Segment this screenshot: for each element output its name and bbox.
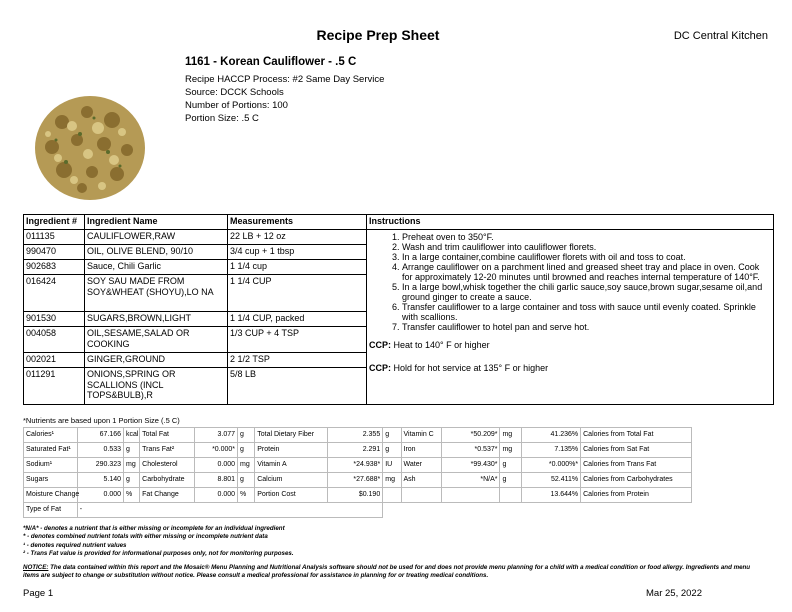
nutrient-unit: mg — [383, 473, 401, 488]
instruction-step: 3. In a large container,combine cauliflower florets with oil and toss to coat. — [402, 252, 770, 262]
nutrient-label: Portion Cost — [255, 488, 328, 503]
footnotes — [23, 525, 294, 558]
ingredient-measure: 1 1/4 cup — [228, 260, 367, 275]
footnote: ² - Trans Fat value is provided for informational purposes only, not for monitoring purposes. — [23, 549, 294, 557]
col-header-ingredient-name: Ingredient Name — [85, 215, 228, 230]
col-header-ingredient-number: Ingredient # — [24, 215, 85, 230]
ingredient-id: 990470 — [24, 245, 85, 260]
calorie-percent-label: Calories from Carbohydrates — [581, 473, 692, 488]
nutrient-unit: mg — [238, 458, 255, 473]
ingredient-id: 901530 — [24, 312, 85, 327]
ingredient-name: GINGER,GROUND — [85, 353, 228, 368]
nutrition-table — [23, 427, 692, 518]
footnote: ¹ - denotes required nutrient values — [23, 541, 127, 549]
nutrient-value: $0.190 — [328, 488, 383, 503]
ingredient-id: 004058 — [24, 327, 85, 353]
nutrient-unit: g — [500, 473, 522, 488]
nutrient-value: 0.000 — [195, 488, 238, 503]
nutrient-value: 2.355 — [328, 428, 383, 443]
calorie-percent: 41.236% — [521, 428, 580, 443]
nutrient-value: 290.323 — [77, 458, 123, 473]
nutrient-unit: g — [238, 428, 255, 443]
nutrition-row — [24, 428, 692, 443]
nutrient-label: Fat Change — [140, 488, 195, 503]
nutrient-label: Sugars — [24, 473, 78, 488]
calorie-percent: *0.000%* — [521, 458, 580, 473]
nutrient-label: Iron — [401, 443, 442, 458]
nutrient-label: Calories¹ — [24, 428, 78, 443]
recipe-portion-size: Portion Size: .5 C — [185, 113, 259, 124]
nutrition-row — [24, 488, 692, 503]
nutrient-unit: mg — [124, 458, 140, 473]
ingredient-id: 902683 — [24, 260, 85, 275]
ccp-text: Hold for hot service at 135° F or higher — [391, 362, 549, 373]
ingredient-name: CAULIFLOWER,RAW — [85, 230, 228, 245]
footnote: * - denotes combined nutrient totals with either missing or incomplete nutrient data — [23, 533, 268, 541]
ingredients-table — [23, 214, 774, 405]
ingredient-id: 016424 — [24, 275, 85, 312]
calorie-percent: 52.411% — [521, 473, 580, 488]
ccp-label: CCP: — [369, 362, 391, 373]
nutrient-unit: mg — [500, 443, 522, 458]
nutrition-row — [24, 443, 692, 458]
nutrients-note: *Nutrients are based upon 1 Portion Size (.5 C) — [23, 416, 180, 425]
ingredient-measure: 2 1/2 TSP — [228, 353, 367, 368]
nutrient-value: 3.077 — [195, 428, 238, 443]
instruction-step: 2. Wash and trim cauliflower into cauliflower florets. — [402, 242, 770, 252]
nutrient-unit: kcal — [124, 428, 140, 443]
nutrient-unit: % — [124, 488, 140, 503]
nutrient-unit: g — [124, 473, 140, 488]
nutrient-value: *0.537* — [442, 443, 500, 458]
nutrient-label: Cholesterol — [140, 458, 195, 473]
recipe-name: 1161 - Korean Cauliflower - .5 C — [185, 56, 357, 68]
nutrient-label: Ash — [401, 473, 442, 488]
ingredient-name: OIL, OLIVE BLEND, 90/10 — [85, 245, 228, 260]
nutrient-value: *27.688* — [328, 473, 383, 488]
ingredient-measure: 22 LB + 12 oz — [228, 230, 367, 245]
ingredient-name: SOY SAU MADE FROM SOY&WHEAT (SHOYU),LO NA — [85, 275, 228, 312]
nutrient-value: 5.140 — [77, 473, 123, 488]
col-header-instructions: Instructions — [367, 215, 774, 230]
nutrient-label: Saturated Fat¹ — [24, 443, 78, 458]
ingredient-measure: 3/4 cup + 1 tbsp — [228, 245, 367, 260]
type-of-fat-label: Type of Fat — [24, 503, 78, 518]
table-row — [24, 230, 774, 245]
nutrition-row — [24, 473, 692, 488]
nutrient-value: 67.166 — [77, 428, 123, 443]
col-header-measurements: Measurements — [228, 215, 367, 230]
nutrient-unit: g — [383, 443, 401, 458]
nutrient-value — [442, 488, 500, 503]
ingredient-id: 002021 — [24, 353, 85, 368]
nutrient-unit: g — [500, 458, 522, 473]
instruction-step: 1. Preheat oven to 350°F. — [402, 232, 770, 242]
ccp-label: CCP: — [369, 340, 391, 350]
ccp-heat — [369, 340, 770, 351]
calorie-percent-label: Calories from Protein — [581, 488, 692, 503]
recipe-info — [185, 56, 384, 125]
nutrient-label: Carbohydrate — [140, 473, 195, 488]
nutrient-value: 0.000 — [77, 488, 123, 503]
nutrient-value: 8.801 — [195, 473, 238, 488]
nutrient-label: Total Fat — [140, 428, 195, 443]
calorie-percent-label: Calories from Sat Fat — [581, 443, 692, 458]
ingredient-measure: 1 1/4 CUP — [228, 275, 367, 312]
recipe-photo — [32, 92, 148, 202]
ccp-text: Heat to 140° F or higher — [391, 340, 490, 350]
nutrient-unit: mg — [500, 428, 522, 443]
recipe-source: Source: DCCK Schools — [185, 87, 284, 98]
ingredient-name: ONIONS,SPRING OR SCALLIONS (INCL TOPS&BULB),R — [85, 368, 228, 405]
nutrient-value: *99.430* — [442, 458, 500, 473]
nutrient-label: Vitamin A — [255, 458, 328, 473]
nutrition-row-type-of-fat — [24, 503, 692, 518]
nutrient-unit: g — [124, 443, 140, 458]
ingredient-id: 011135 — [24, 230, 85, 245]
ingredient-name: SUGARS,BROWN,LIGHT — [85, 312, 228, 327]
page-title: Recipe Prep Sheet — [316, 27, 440, 43]
nutrient-value: 0.000 — [195, 458, 238, 473]
ingredient-measure: 5/8 LB — [228, 368, 367, 405]
calorie-percent: 7.135% — [521, 443, 580, 458]
calorie-percent: 13.644% — [521, 488, 580, 503]
instruction-step: 5. In a large bowl,whisk together the chili garlic sauce,soy sauce,brown sugar,sesame oil,and ground ginger to create a sauce. — [402, 282, 770, 302]
notice-label: NOTICE: — [23, 564, 49, 571]
print-date: Mar 25, 2022 — [646, 588, 702, 599]
nutrient-unit: % — [238, 488, 255, 503]
ingredient-measure: 1 1/4 CUP, packed — [228, 312, 367, 327]
nutrient-label: Moisture Change — [24, 488, 78, 503]
nutrient-unit: g — [238, 473, 255, 488]
calorie-percent-label: Calories from Total Fat — [581, 428, 692, 443]
type-of-fat-value: - — [77, 503, 382, 518]
nutrient-value: 2.291 — [328, 443, 383, 458]
nutrient-value: *N/A* — [442, 473, 500, 488]
instruction-step: 4. Arrange cauliflower on a parchment lined and greased sheet tray and place in oven. Cook for approximately 12-20 minutes until browned and reaches internal temperature of 140°F. — [402, 262, 770, 282]
organization-name: DC Central Kitchen — [673, 30, 768, 42]
recipe-portions: Number of Portions: 100 — [185, 100, 288, 111]
page-number: Page 1 — [23, 588, 54, 599]
ingredient-name: Sauce, Chili Garlic — [85, 260, 228, 275]
nutrient-unit: IU — [383, 458, 401, 473]
notice — [23, 564, 763, 580]
nutrient-unit — [500, 488, 522, 503]
nutrient-value: *50.209* — [442, 428, 500, 443]
instruction-step: 7. Transfer cauliflower to hotel pan and serve hot. — [402, 322, 770, 332]
ingredient-measure: 1/3 CUP + 4 TSP — [228, 327, 367, 353]
nutrient-value: *0.000* — [195, 443, 238, 458]
nutrient-label: Sodium¹ — [24, 458, 78, 473]
nutrient-value: *24.938* — [328, 458, 383, 473]
instruction-step: 6. Transfer cauliflower to a large container and toss with sauce until evenly coated. Sprinkle with scallions. — [402, 302, 770, 322]
instructions-cell — [367, 230, 774, 405]
nutrient-value: 0.533 — [77, 443, 123, 458]
ingredients-header-row — [24, 215, 774, 230]
footnote: *N/A* - denotes a nutrient that is either missing or incomplete for an individual ingredient — [23, 525, 285, 532]
nutrient-label: Protein — [255, 443, 328, 458]
ingredient-id: 011291 — [24, 368, 85, 405]
nutrient-unit: g — [383, 428, 401, 443]
nutrient-label: Vitamin C — [401, 428, 442, 443]
calorie-percent-label: Calories from Trans Fat — [581, 458, 692, 473]
nutrient-label: Water — [401, 458, 442, 473]
nutrient-label: Total Dietary Fiber — [255, 428, 328, 443]
nutrient-label — [401, 488, 442, 503]
ccp-hold — [369, 363, 770, 374]
nutrient-label: Calcium — [255, 473, 328, 488]
nutrient-unit — [383, 488, 401, 503]
nutrient-unit: g — [238, 443, 255, 458]
nutrition-row — [24, 458, 692, 473]
recipe-haccp: Recipe HACCP Process: #2 Same Day Service — [185, 74, 385, 85]
instructions-list — [398, 232, 770, 332]
ingredient-name: OIL,SESAME,SALAD OR COOKING — [85, 327, 228, 353]
nutrient-label: Trans Fat² — [140, 443, 195, 458]
notice-text: The data contained within this report and the Mosaic® Menu Planning and Nutritional Analysis software should not be used for and does not provide menu planning for a child with a medical condition or food allergy. Ingredients and menu items are subject to change or substitution without notice. Please consult a medical professional for assistance in planning for or treating medical conditions. — [23, 564, 751, 579]
